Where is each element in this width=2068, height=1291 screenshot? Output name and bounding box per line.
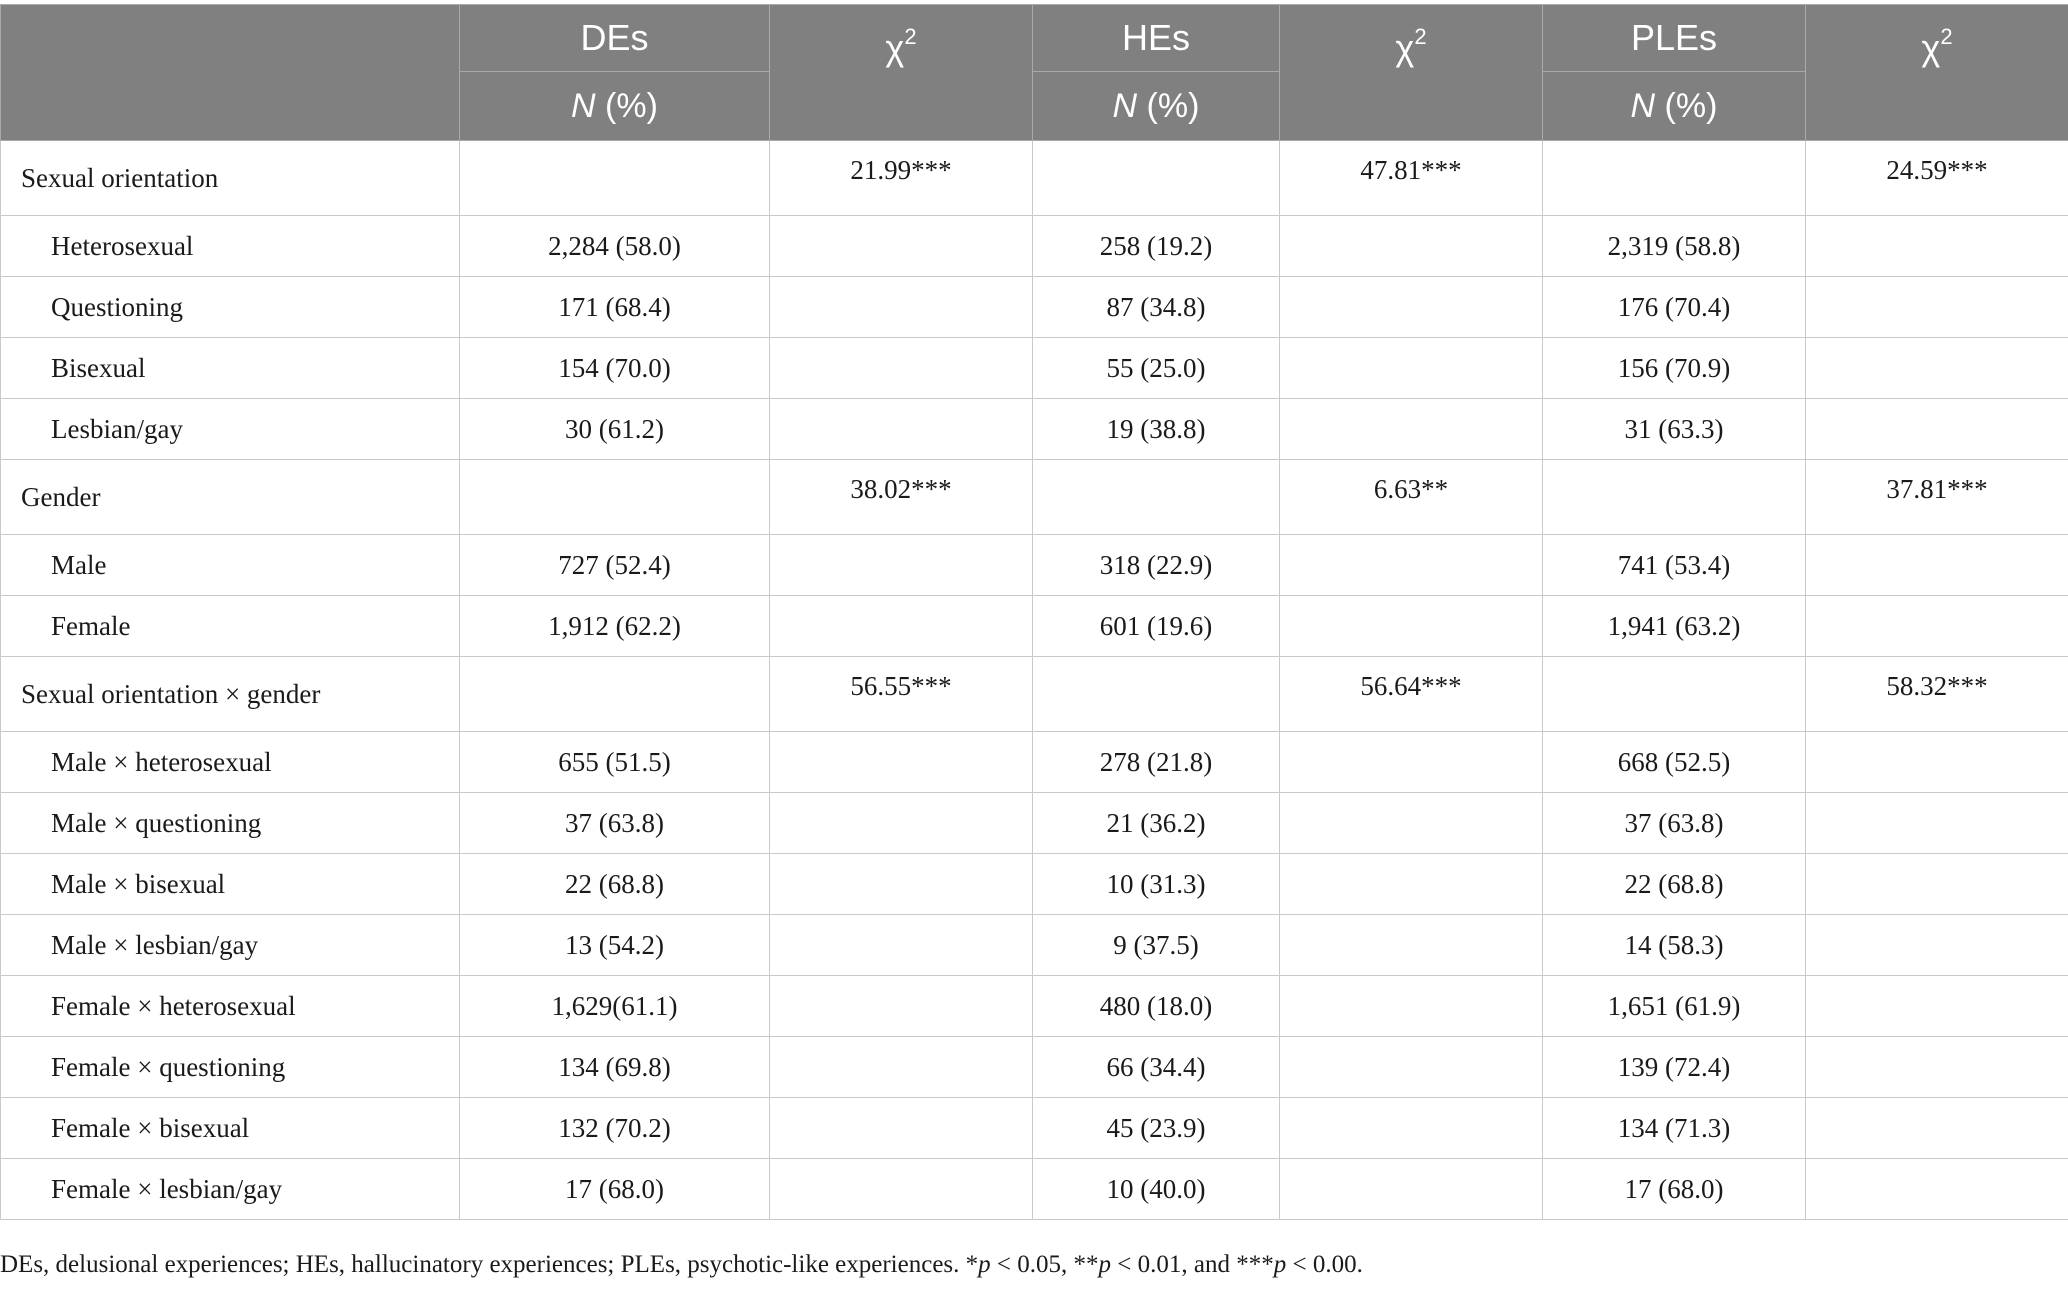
cell-des: 17 (68.0) <box>460 1159 770 1220</box>
cell-hes <box>1033 141 1280 216</box>
chi-des: 21.99*** <box>770 141 1033 216</box>
cell-chi-hes <box>1280 1037 1543 1098</box>
cell-ples: 139 (72.4) <box>1543 1037 1806 1098</box>
n-label: N <box>1630 86 1656 125</box>
cell-chi-des <box>770 854 1033 915</box>
cell-des: 1,912 (62.2) <box>460 596 770 657</box>
cell-chi-des <box>770 216 1033 277</box>
cell-ples: 1,651 (61.9) <box>1543 976 1806 1037</box>
table-row <box>1 399 2068 460</box>
cell-hes: 66 (34.4) <box>1033 1037 1280 1098</box>
footnote-threshold-2: < 0.01, and *** <box>1111 1251 1274 1278</box>
table-row <box>1 854 2068 915</box>
row-label: Male <box>1 535 460 596</box>
cell-chi-hes <box>1280 216 1543 277</box>
results-table <box>0 4 2068 1220</box>
cell-hes: 55 (25.0) <box>1033 338 1280 399</box>
pct-label: (%) <box>1137 86 1200 125</box>
section-row <box>1 460 2068 535</box>
row-label: Female <box>1 596 460 657</box>
header-des: DEs <box>460 5 770 72</box>
cell-chi-ples <box>1806 915 2068 976</box>
chi-exponent: 2 <box>904 24 917 49</box>
row-label: Female × questioning <box>1 1037 460 1098</box>
cell-des <box>460 657 770 732</box>
chi-hes: 56.64*** <box>1280 657 1543 732</box>
chi-exponent: 2 <box>1940 24 1953 49</box>
table-row <box>1 277 2068 338</box>
cell-chi-ples <box>1806 535 2068 596</box>
cell-ples: 14 (58.3) <box>1543 915 1806 976</box>
chi-ples: 24.59*** <box>1806 141 2068 216</box>
cell-chi-des <box>770 793 1033 854</box>
p-symbol: p <box>978 1251 991 1278</box>
table-row <box>1 535 2068 596</box>
chi-hes: 6.63** <box>1280 460 1543 535</box>
footnote-threshold-3: < 0.00. <box>1286 1251 1363 1278</box>
chi-hes: 47.81*** <box>1280 141 1543 216</box>
cell-des: 171 (68.4) <box>460 277 770 338</box>
header-ples: PLEs <box>1543 5 1806 72</box>
footnote-abbreviations: DEs, delusional experiences; HEs, hallucinatory experiences; PLEs, psychotic-like experiences. * <box>0 1251 979 1278</box>
header-n-pct-hes <box>1033 72 1280 141</box>
row-label: Female × heterosexual <box>1 976 460 1037</box>
cell-des: 2,284 (58.0) <box>460 216 770 277</box>
cell-des: 37 (63.8) <box>460 793 770 854</box>
row-label: Bisexual <box>1 338 460 399</box>
cell-des: 727 (52.4) <box>460 535 770 596</box>
cell-hes: 19 (38.8) <box>1033 399 1280 460</box>
cell-chi-hes <box>1280 976 1543 1037</box>
cell-chi-ples <box>1806 1037 2068 1098</box>
cell-hes: 9 (37.5) <box>1033 915 1280 976</box>
cell-ples: 31 (63.3) <box>1543 399 1806 460</box>
cell-des: 1,629(61.1) <box>460 976 770 1037</box>
cell-ples <box>1543 657 1806 732</box>
chi-exponent: 2 <box>1414 24 1427 49</box>
pct-label: (%) <box>1655 86 1718 125</box>
row-label: Female × bisexual <box>1 1098 460 1159</box>
header-chi-des <box>770 5 1033 141</box>
section-row <box>1 141 2068 216</box>
table-row <box>1 1159 2068 1220</box>
cell-ples: 1,941 (63.2) <box>1543 596 1806 657</box>
cell-des <box>460 460 770 535</box>
table-row <box>1 976 2068 1037</box>
header-n-pct-ples <box>1543 72 1806 141</box>
row-label: Male × questioning <box>1 793 460 854</box>
p-symbol: p <box>1098 1251 1112 1278</box>
footnote-threshold-1: < 0.05, ** <box>990 1251 1099 1278</box>
cell-hes: 87 (34.8) <box>1033 277 1280 338</box>
row-label: Male × lesbian/gay <box>1 915 460 976</box>
cell-des: 13 (54.2) <box>460 915 770 976</box>
cell-chi-hes <box>1280 1159 1543 1220</box>
cell-ples: 22 (68.8) <box>1543 854 1806 915</box>
row-label: Questioning <box>1 277 460 338</box>
cell-des: 132 (70.2) <box>460 1098 770 1159</box>
cell-ples: 741 (53.4) <box>1543 535 1806 596</box>
cell-chi-hes <box>1280 277 1543 338</box>
cell-ples: 668 (52.5) <box>1543 732 1806 793</box>
cell-chi-ples <box>1806 793 2068 854</box>
cell-chi-ples <box>1806 732 2068 793</box>
cell-chi-des <box>770 596 1033 657</box>
table-row <box>1 1037 2068 1098</box>
cell-chi-ples <box>1806 1159 2068 1220</box>
cell-chi-ples <box>1806 216 2068 277</box>
cell-des: 154 (70.0) <box>460 338 770 399</box>
cell-chi-hes <box>1280 596 1543 657</box>
cell-ples: 176 (70.4) <box>1543 277 1806 338</box>
cell-chi-des <box>770 338 1033 399</box>
row-label: Heterosexual <box>1 216 460 277</box>
table-row <box>1 793 2068 854</box>
n-label: N <box>571 86 596 125</box>
cell-hes: 45 (23.9) <box>1033 1098 1280 1159</box>
cell-des: 134 (69.8) <box>460 1037 770 1098</box>
header-chi-hes <box>1280 5 1543 141</box>
header-hes: HEs <box>1033 5 1280 72</box>
chi-des: 38.02*** <box>770 460 1033 535</box>
cell-chi-ples <box>1806 596 2068 657</box>
section-label: Sexual orientation × gender <box>1 657 460 732</box>
cell-chi-des <box>770 277 1033 338</box>
cell-chi-des <box>770 1098 1033 1159</box>
cell-chi-ples <box>1806 976 2068 1037</box>
chi-des: 56.55*** <box>770 657 1033 732</box>
cell-chi-des <box>770 1037 1033 1098</box>
header-blank <box>1 5 460 141</box>
cell-chi-ples <box>1806 277 2068 338</box>
section-row <box>1 657 2068 732</box>
cell-des: 22 (68.8) <box>460 854 770 915</box>
table-row <box>1 732 2068 793</box>
chi-symbol: χ <box>885 27 905 68</box>
cell-chi-ples <box>1806 854 2068 915</box>
cell-chi-hes <box>1280 793 1543 854</box>
cell-chi-des <box>770 399 1033 460</box>
cell-chi-hes <box>1280 535 1543 596</box>
section-label: Gender <box>1 460 460 535</box>
table-header <box>1 5 2068 141</box>
cell-chi-hes <box>1280 732 1543 793</box>
cell-des: 30 (61.2) <box>460 399 770 460</box>
cell-hes: 21 (36.2) <box>1033 793 1280 854</box>
table-row <box>1 216 2068 277</box>
row-label: Lesbian/gay <box>1 399 460 460</box>
chi-symbol: χ <box>1395 27 1415 68</box>
table-row <box>1 338 2068 399</box>
cell-ples: 17 (68.0) <box>1543 1159 1806 1220</box>
cell-hes: 318 (22.9) <box>1033 535 1280 596</box>
cell-des <box>460 141 770 216</box>
cell-chi-des <box>770 1159 1033 1220</box>
table-row <box>1 1098 2068 1159</box>
pct-label: (%) <box>595 86 658 125</box>
cell-hes: 258 (19.2) <box>1033 216 1280 277</box>
cell-chi-hes <box>1280 915 1543 976</box>
row-label: Female × lesbian/gay <box>1 1159 460 1220</box>
cell-hes <box>1033 657 1280 732</box>
cell-ples <box>1543 460 1806 535</box>
cell-chi-hes <box>1280 1098 1543 1159</box>
cell-hes: 278 (21.8) <box>1033 732 1280 793</box>
header-chi-ples <box>1806 5 2068 141</box>
cell-hes: 601 (19.6) <box>1033 596 1280 657</box>
cell-ples <box>1543 141 1806 216</box>
section-label: Sexual orientation <box>1 141 460 216</box>
n-label: N <box>1112 86 1138 125</box>
table-footnote <box>0 1251 1363 1279</box>
table-row <box>1 596 2068 657</box>
row-label: Male × heterosexual <box>1 732 460 793</box>
table-body <box>1 141 2068 1220</box>
cell-chi-ples <box>1806 399 2068 460</box>
cell-chi-des <box>770 976 1033 1037</box>
cell-hes: 480 (18.0) <box>1033 976 1280 1037</box>
table-row <box>1 915 2068 976</box>
chi-ples: 58.32*** <box>1806 657 2068 732</box>
p-symbol: p <box>1273 1251 1287 1278</box>
row-label: Male × bisexual <box>1 854 460 915</box>
cell-chi-hes <box>1280 854 1543 915</box>
cell-chi-hes <box>1280 399 1543 460</box>
cell-hes <box>1033 460 1280 535</box>
cell-hes: 10 (31.3) <box>1033 854 1280 915</box>
cell-chi-hes <box>1280 338 1543 399</box>
cell-hes: 10 (40.0) <box>1033 1159 1280 1220</box>
chi-ples: 37.81*** <box>1806 460 2068 535</box>
cell-chi-ples <box>1806 338 2068 399</box>
header-n-pct-des <box>460 72 770 141</box>
cell-chi-des <box>770 732 1033 793</box>
cell-chi-ples <box>1806 1098 2068 1159</box>
cell-ples: 134 (71.3) <box>1543 1098 1806 1159</box>
cell-chi-des <box>770 915 1033 976</box>
chi-symbol: χ <box>1921 27 1941 68</box>
cell-ples: 37 (63.8) <box>1543 793 1806 854</box>
cell-ples: 156 (70.9) <box>1543 338 1806 399</box>
cell-des: 655 (51.5) <box>460 732 770 793</box>
cell-ples: 2,319 (58.8) <box>1543 216 1806 277</box>
cell-chi-des <box>770 535 1033 596</box>
